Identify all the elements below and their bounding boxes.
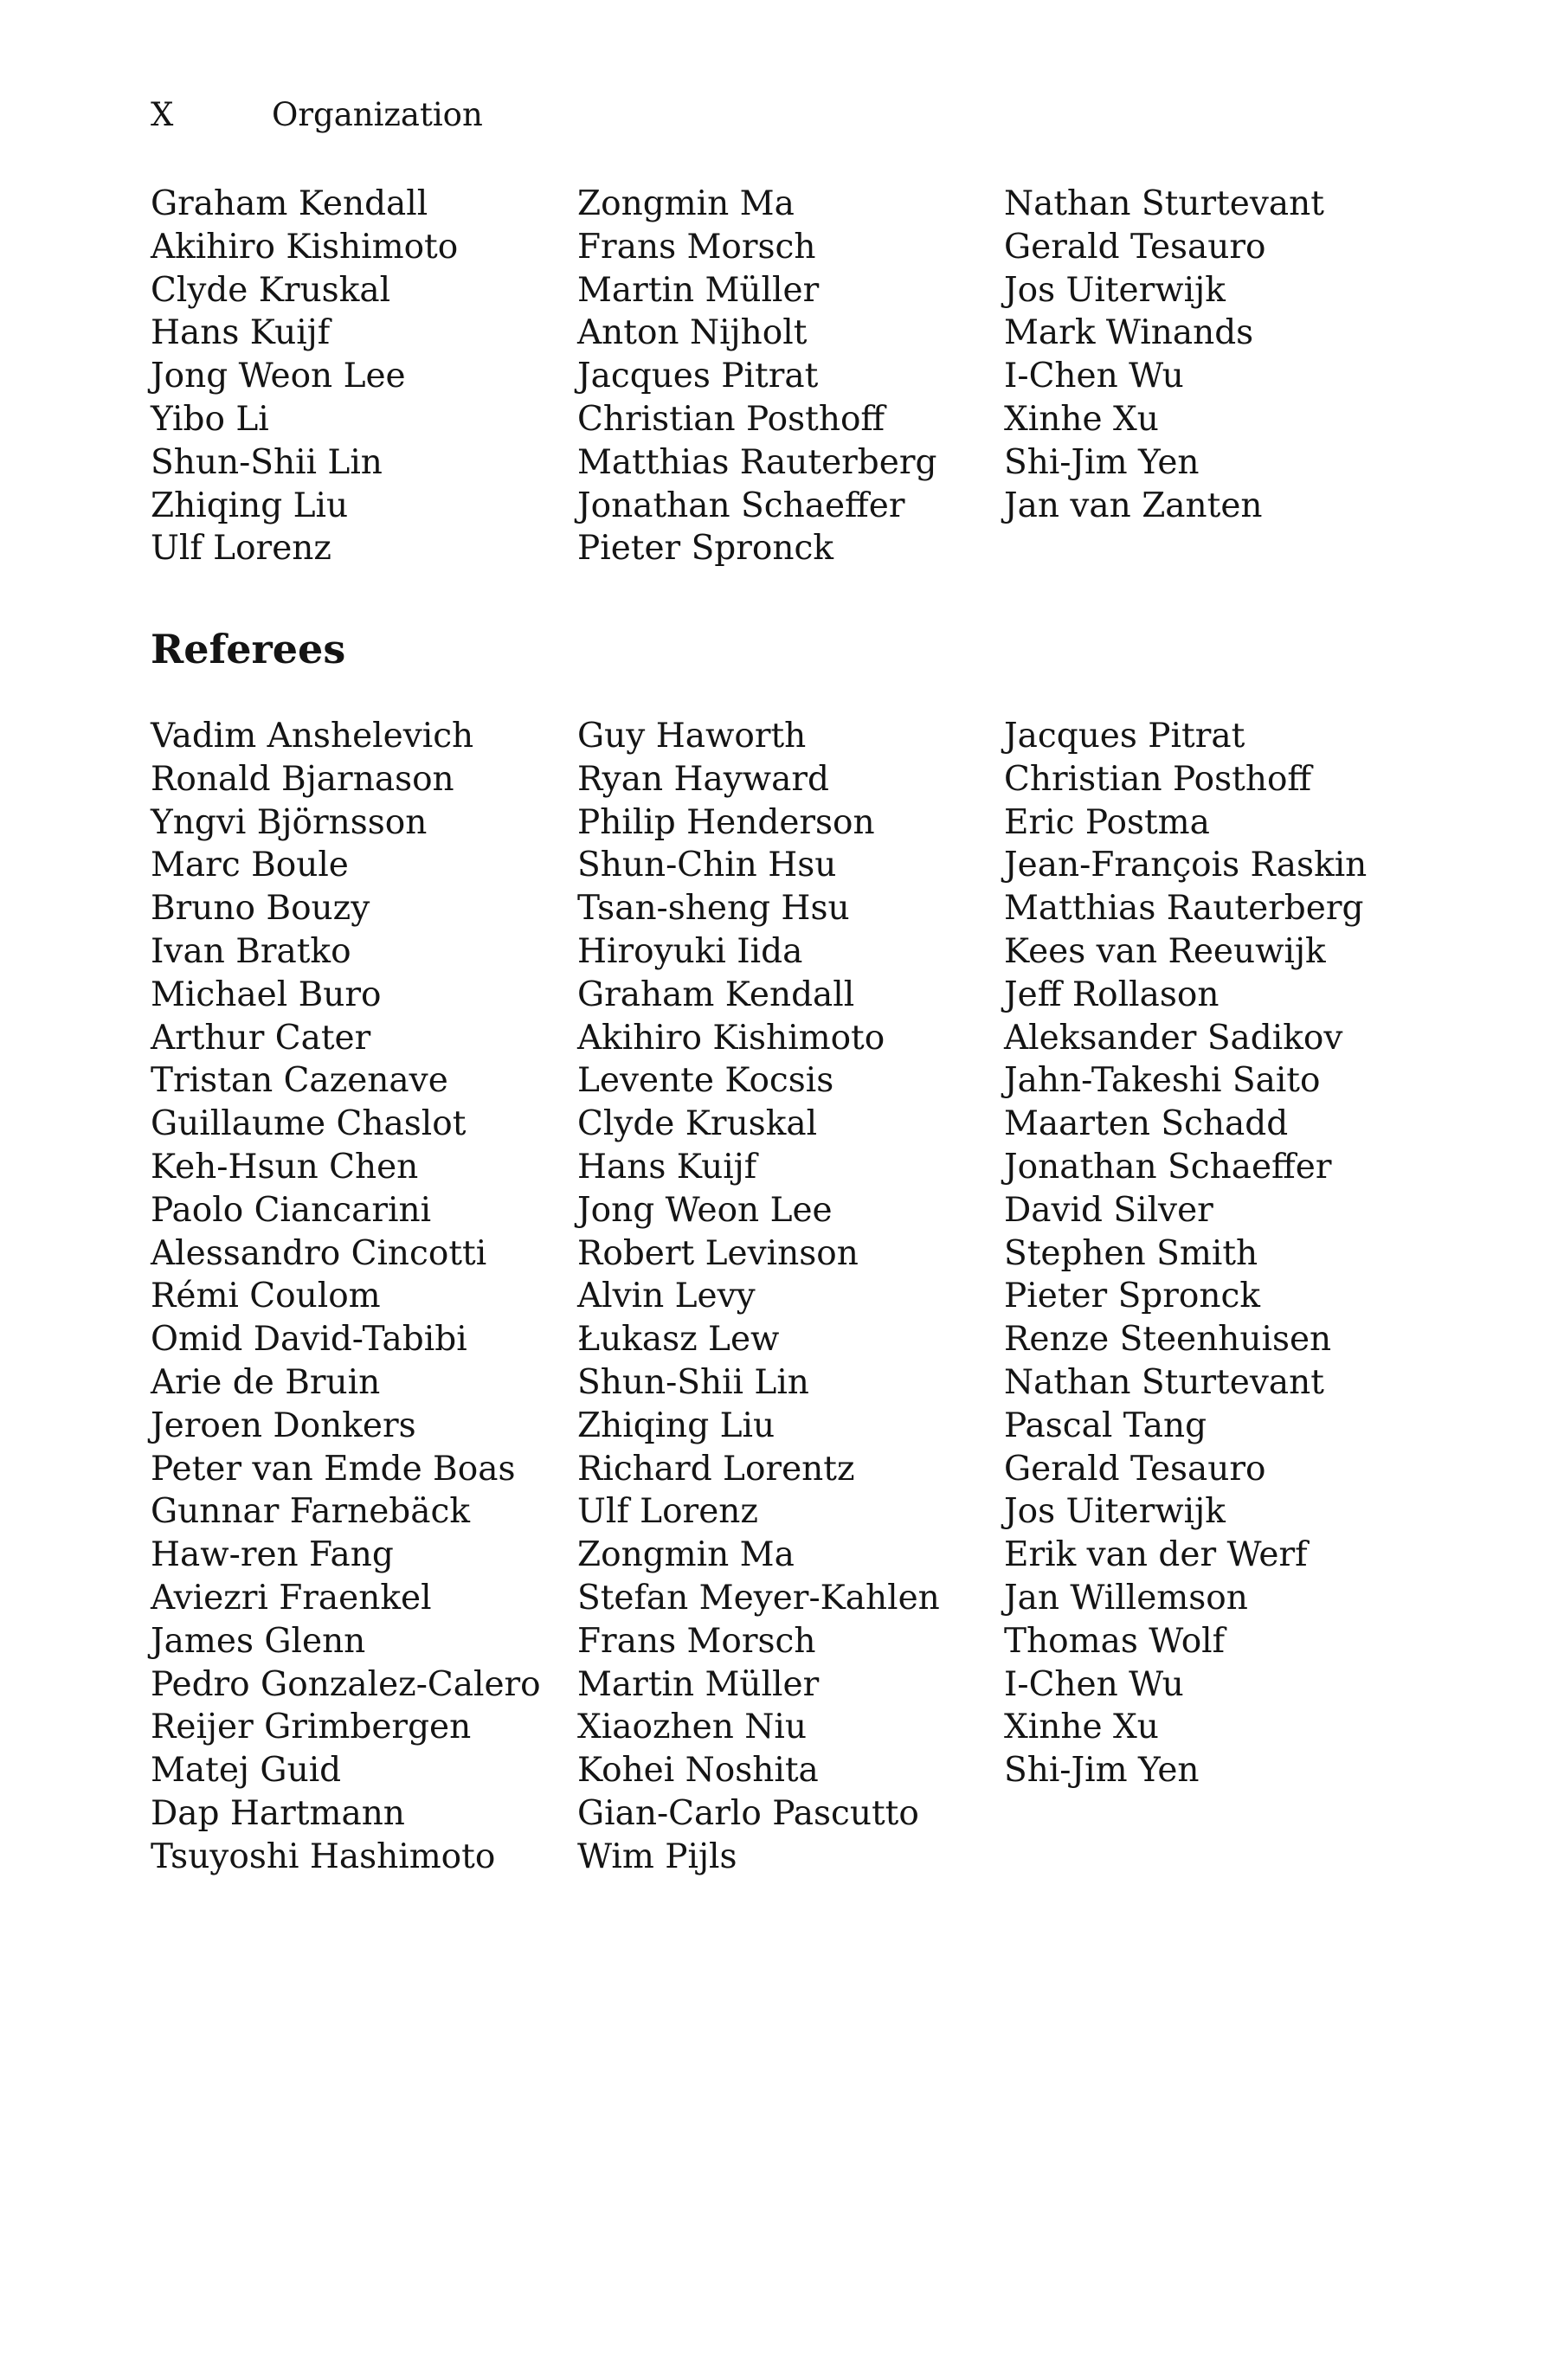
- person-name: Akihiro Kishimoto: [151, 227, 459, 267]
- person-name: Graham Kendall: [577, 975, 855, 1014]
- person-name: Anton Nijholt: [577, 313, 808, 353]
- person-name: Jos Uiterwijk: [1004, 1492, 1226, 1532]
- person-name: Clyde Kruskal: [577, 1104, 818, 1144]
- running-title: Organization: [272, 96, 483, 133]
- person-name: Jacques Pitrat: [1004, 717, 1245, 756]
- person-name: Matthias Rauterberg: [577, 442, 937, 482]
- person-name: Aviezri Fraenkel: [151, 1578, 432, 1618]
- person-name: Shun-Shii Lin: [151, 442, 383, 482]
- person-name: Ivan Bratko: [151, 931, 351, 971]
- person-name: Matej Guid: [151, 1751, 342, 1791]
- person-name: Renze Steenhuisen: [1004, 1320, 1332, 1360]
- person-name: Stephen Smith: [1004, 1233, 1258, 1273]
- person-name: Shun-Shii Lin: [577, 1362, 809, 1402]
- person-name: Matthias Rauterberg: [1004, 889, 1364, 929]
- referees-column-2: [577, 715, 993, 1879]
- person-name: Gerald Tesauro: [1004, 1449, 1266, 1489]
- person-name: Jeroen Donkers: [151, 1405, 416, 1445]
- person-name: Michael Buro: [151, 975, 382, 1014]
- person-name: Omid David-Tabibi: [151, 1320, 467, 1360]
- person-name: Jan van Zanten: [1004, 486, 1263, 525]
- person-name: Xinhe Xu: [1004, 399, 1159, 439]
- page-header: [151, 95, 483, 135]
- person-name: Martin Müller: [577, 1664, 820, 1704]
- person-name: Zongmin Ma: [577, 1535, 795, 1575]
- person-name: Jos Uiterwijk: [1004, 270, 1226, 310]
- person-name: Aleksander Sadikov: [1004, 1018, 1343, 1058]
- person-name: Christian Posthoff: [577, 399, 885, 439]
- person-name: Hans Kuijf: [151, 313, 331, 353]
- person-name: Yngvi Björnsson: [151, 802, 428, 842]
- person-name: Gian-Carlo Pascutto: [577, 1793, 919, 1833]
- person-name: Jonathan Schaeffer: [577, 486, 905, 525]
- committee-column-3: [1004, 183, 1419, 527]
- person-name: Clyde Kruskal: [151, 270, 391, 310]
- person-name: Tsuyoshi Hashimoto: [151, 1836, 496, 1876]
- person-name: Dap Hartmann: [151, 1793, 405, 1833]
- person-name: Kees van Reeuwijk: [1004, 931, 1326, 971]
- person-name: Levente Kocsis: [577, 1061, 834, 1101]
- person-name: Shun-Chin Hsu: [577, 846, 837, 885]
- person-name: Nathan Sturtevant: [1004, 1362, 1324, 1402]
- person-name: Pascal Tang: [1004, 1405, 1207, 1445]
- person-name: Frans Morsch: [577, 1621, 816, 1661]
- person-name: Marc Boule: [151, 846, 349, 885]
- referees-column-3: [1004, 715, 1419, 1792]
- person-name: Hans Kuijf: [577, 1147, 757, 1187]
- person-name: Pieter Spronck: [577, 529, 833, 569]
- person-name: Tristan Cazenave: [151, 1061, 448, 1101]
- person-name: Jonathan Schaeffer: [1004, 1147, 1332, 1187]
- person-name: Ronald Bjarnason: [151, 759, 454, 799]
- person-name: Jong Weon Lee: [151, 357, 406, 396]
- referees-column-1: [151, 715, 566, 1879]
- person-name: Richard Lorentz: [577, 1449, 855, 1489]
- person-name: Łukasz Lew: [577, 1320, 780, 1360]
- person-name: Guy Haworth: [577, 717, 807, 756]
- person-name: Bruno Bouzy: [151, 889, 370, 929]
- person-name: Jean-François Raskin: [1004, 846, 1368, 885]
- person-name: Ryan Hayward: [577, 759, 830, 799]
- person-name: Ulf Lorenz: [151, 529, 331, 569]
- person-name: Guillaume Chaslot: [151, 1104, 467, 1144]
- person-name: Philip Henderson: [577, 802, 875, 842]
- person-name: Jan Willemson: [1004, 1578, 1248, 1618]
- person-name: Peter van Emde Boas: [151, 1449, 516, 1489]
- committee-column-2: [577, 183, 993, 570]
- person-name: Tsan-sheng Hsu: [577, 889, 850, 929]
- person-name: Frans Morsch: [577, 227, 816, 267]
- person-name: Shi-Jim Yen: [1004, 442, 1200, 482]
- person-name: Stefan Meyer-Kahlen: [577, 1578, 940, 1618]
- person-name: Vadim Anshelevich: [151, 717, 474, 756]
- person-name: Graham Kendall: [151, 184, 428, 223]
- person-name: Xinhe Xu: [1004, 1708, 1159, 1747]
- person-name: Alvin Levy: [577, 1277, 756, 1316]
- person-name: Jong Weon Lee: [577, 1190, 833, 1230]
- person-name: Kohei Noshita: [577, 1751, 819, 1791]
- person-name: I-Chen Wu: [1004, 357, 1184, 396]
- person-name: Thomas Wolf: [1004, 1621, 1226, 1661]
- person-name: Rémi Coulom: [151, 1277, 381, 1316]
- person-name: Keh-Hsun Chen: [151, 1147, 419, 1187]
- person-name: Paolo Ciancarini: [151, 1190, 432, 1230]
- person-name: Yibo Li: [151, 399, 269, 439]
- person-name: Zhiqing Liu: [577, 1405, 776, 1445]
- person-name: Arthur Cater: [151, 1018, 371, 1058]
- person-name: Pieter Spronck: [1004, 1277, 1260, 1316]
- person-name: Mark Winands: [1004, 313, 1254, 353]
- person-name: Alessandro Cincotti: [151, 1233, 487, 1273]
- person-name: Akihiro Kishimoto: [577, 1018, 885, 1058]
- person-name: Zongmin Ma: [577, 184, 795, 223]
- person-name: Erik van der Werf: [1004, 1535, 1308, 1575]
- person-name: Ulf Lorenz: [577, 1492, 758, 1532]
- person-name: Wim Pijls: [577, 1836, 737, 1876]
- person-name: Reijer Grimbergen: [151, 1708, 472, 1747]
- person-name: Hiroyuki Iida: [577, 931, 803, 971]
- person-name: Arie de Bruin: [151, 1362, 381, 1402]
- person-name: James Glenn: [151, 1621, 366, 1661]
- person-name: Gerald Tesauro: [1004, 227, 1266, 267]
- committee-column-1: [151, 183, 566, 570]
- person-name: Maarten Schadd: [1004, 1104, 1289, 1144]
- person-name: Eric Postma: [1004, 802, 1210, 842]
- person-name: Jahn-Takeshi Saito: [1004, 1061, 1321, 1101]
- referees-heading: Referees: [151, 626, 346, 672]
- person-name: Jacques Pitrat: [577, 357, 819, 396]
- person-name: Zhiqing Liu: [151, 486, 349, 525]
- person-name: Nathan Sturtevant: [1004, 184, 1324, 223]
- person-name: Xiaozhen Niu: [577, 1708, 807, 1747]
- person-name: Robert Levinson: [577, 1233, 859, 1273]
- person-name: Haw-ren Fang: [151, 1535, 394, 1575]
- person-name: David Silver: [1004, 1190, 1213, 1230]
- person-name: Martin Müller: [577, 270, 820, 310]
- person-name: I-Chen Wu: [1004, 1664, 1184, 1704]
- page-folio: X: [151, 96, 174, 133]
- person-name: Jeff Rollason: [1004, 975, 1220, 1014]
- person-name: Shi-Jim Yen: [1004, 1751, 1200, 1791]
- person-name: Gunnar Farnebäck: [151, 1492, 470, 1532]
- person-name: Christian Posthoff: [1004, 759, 1312, 799]
- person-name: Pedro Gonzalez-Calero: [151, 1664, 541, 1704]
